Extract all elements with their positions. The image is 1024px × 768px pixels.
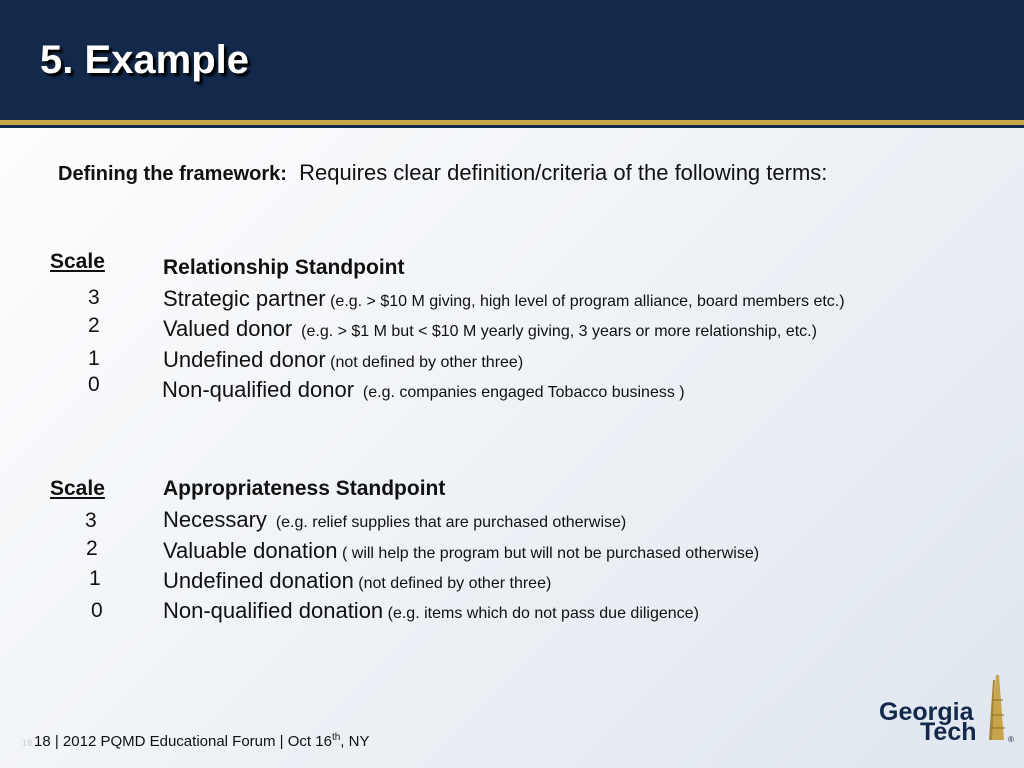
footer <box>34 732 369 750</box>
list-item <box>162 377 685 403</box>
item-note: (e.g. relief supplies that are purchased otherwise) <box>275 514 627 531</box>
item-note: (e.g. > $1 M but < $10 M yearly giving, 3 years or more relationship, etc.) <box>301 323 817 340</box>
list-item <box>163 538 759 564</box>
score-value: 0 <box>91 599 103 622</box>
item-term: Non-qualified donation <box>163 598 384 623</box>
item-term: Valued donor <box>163 316 293 341</box>
score-value: 3 <box>88 286 100 309</box>
title-bar <box>0 0 1024 120</box>
item-term: Non-qualified donor <box>162 377 355 402</box>
slide-title: 5. Example <box>40 38 250 82</box>
item-term: Undefined donor <box>163 347 326 372</box>
intro-line <box>58 160 827 186</box>
footer-text: 18 | 2012 PQMD Educational Forum | Oct 16 <box>34 733 332 750</box>
logo-line2: Tech <box>920 718 977 746</box>
list-item <box>163 568 551 594</box>
footer-location: , NY <box>340 733 370 750</box>
list-item <box>163 286 845 312</box>
intro-bold: Defining the framework: <box>58 163 287 185</box>
logo-line1: Georgia <box>879 698 974 726</box>
score-value: 2 <box>86 537 98 560</box>
item-note: ( will help the program but will not be purchased otherwise) <box>341 545 760 562</box>
dark-divider <box>0 125 1024 128</box>
item-term: Valuable donation <box>163 538 338 563</box>
scale-header: Scale <box>50 250 105 273</box>
georgia-tech-logo <box>872 670 1020 765</box>
item-note: (e.g. items which do not pass due diligence) <box>387 605 699 622</box>
list-item <box>163 507 626 533</box>
item-note: (e.g. > $10 M giving, high level of program alliance, board members etc.) <box>330 293 845 310</box>
item-note: (not defined by other three) <box>358 575 552 592</box>
intro-text: Requires clear definition/criteria of the following terms: <box>299 160 828 185</box>
score-value: 1 <box>89 567 101 590</box>
item-term: Strategic partner <box>163 286 326 311</box>
tower-icon <box>989 675 1005 740</box>
score-value: 3 <box>85 509 97 532</box>
section-heading: Relationship Standpoint <box>163 256 405 279</box>
score-value: 0 <box>88 373 100 396</box>
item-term: Undefined donation <box>163 568 354 593</box>
section-heading: Appropriateness Standpoint <box>163 477 446 500</box>
list-item <box>163 598 699 624</box>
item-term: Necessary <box>163 507 267 532</box>
list-item <box>163 347 523 373</box>
slide-number-mark: 18 <box>22 738 33 748</box>
registered-mark: ® <box>1008 735 1014 744</box>
item-note: (e.g. companies engaged Tobacco business ) <box>362 384 685 401</box>
scale-header: Scale <box>50 477 105 500</box>
score-value: 1 <box>88 347 100 370</box>
list-item <box>163 316 817 342</box>
footer-superscript: th <box>331 732 341 743</box>
score-value: 2 <box>88 314 100 337</box>
item-note: (not defined by other three) <box>330 354 524 371</box>
